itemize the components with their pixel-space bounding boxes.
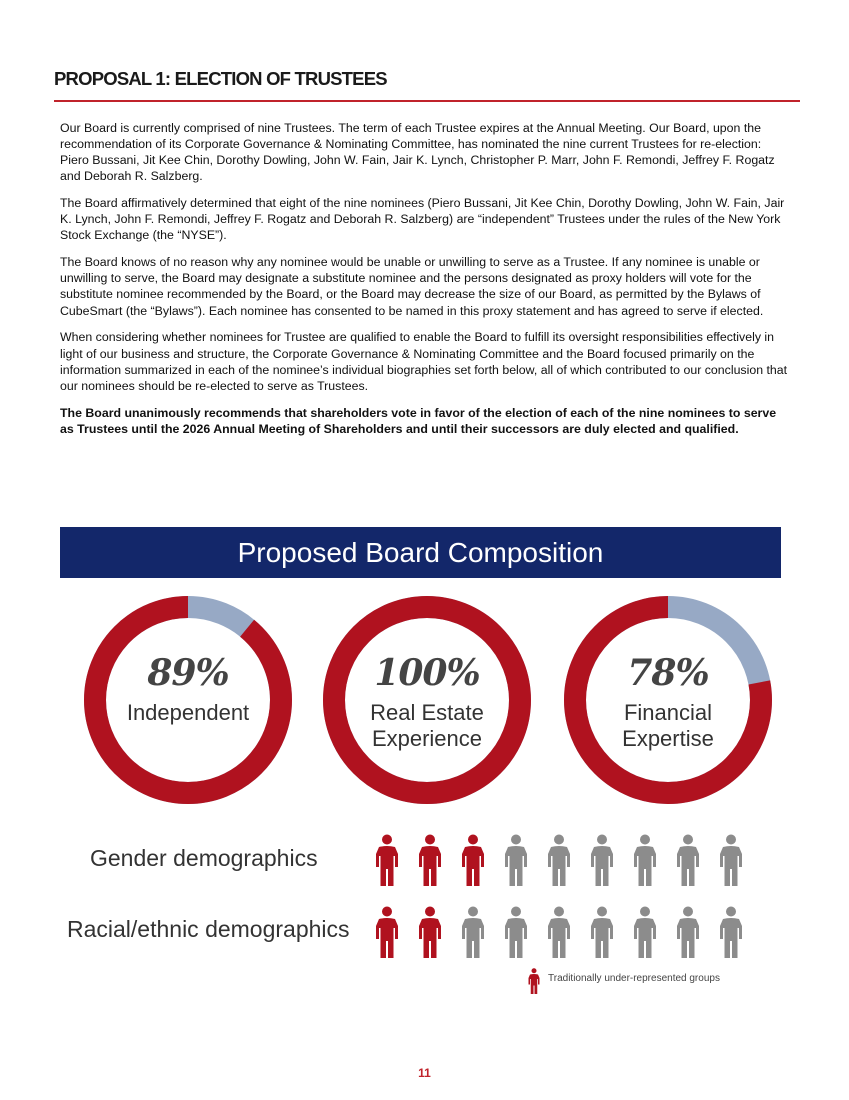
racial-demographics-label: Racial/ethnic demographics <box>67 916 350 942</box>
person-body <box>634 846 656 886</box>
person-icon <box>460 906 486 958</box>
person-icon <box>589 834 615 886</box>
person-body <box>419 918 441 958</box>
person-head <box>425 835 435 845</box>
person-icon <box>718 834 744 886</box>
person-body <box>376 846 398 886</box>
person-head <box>468 835 478 845</box>
paragraph: The Board affirmatively determined that eight of the nine nominees (Piero Bussani, Jit Kee Chin, Dorothy Dowling, John W. Fain, Jair K. Lynch, John F. Remondi, Jeffrey F. Rogatz and Deborah R. Salzberg) are “independent” Trustees under the rules of the New York Stock Exchange (the “NYSE”). <box>60 196 785 243</box>
independent-stat-ring <box>82 594 294 806</box>
person-icon <box>675 906 701 958</box>
person-body <box>462 918 484 958</box>
person-head <box>640 835 650 845</box>
person-head <box>726 835 736 845</box>
highlighted-person-icon <box>417 834 443 886</box>
person-body <box>505 918 527 958</box>
person-head <box>683 907 693 917</box>
person-body <box>591 918 613 958</box>
person-icon <box>675 834 701 886</box>
person-icon <box>526 968 542 994</box>
infographic-banner: Proposed Board Composition <box>60 527 781 578</box>
person-head <box>554 835 564 845</box>
person-head <box>597 835 607 845</box>
person-head <box>468 907 478 917</box>
person-body <box>548 918 570 958</box>
person-body <box>720 846 742 886</box>
highlighted-person-icon <box>417 906 443 958</box>
board-recommendation: The Board unanimously recommends that shareholders vote in favor of the election of each of the nine nominees to serve as Trustees until the 2026 Annual Meeting of Shareholders and until their successors are duly elected and qualified. <box>60 405 777 436</box>
person-head <box>382 907 392 917</box>
person-icon <box>632 834 658 886</box>
title-divider <box>54 100 800 102</box>
real-estate-percent: 100% <box>374 652 480 694</box>
body-text <box>60 120 793 448</box>
person-icon <box>503 834 529 886</box>
person-body <box>529 974 540 994</box>
person-head <box>382 835 392 845</box>
person-icon <box>632 906 658 958</box>
paragraph: The Board knows of no reason why any nominee would be unable or unwilling to serve as a Trustee. If any nominee is unable or unwilling to serve, the Board may designate a substitute nominee and the persons designated as proxy holders will vote for the substitute nominee recommended by the Board, or the Board may decrease the size of our Board, as permitted by the Bylaws of CubeSmart (the “Bylaws”). Each nominee has consented to be named in this proxy statement and has agreed to serve if elected. <box>60 255 764 318</box>
page-number: 11 <box>418 1066 431 1080</box>
person-head <box>726 907 736 917</box>
person-body <box>677 918 699 958</box>
person-body <box>376 918 398 958</box>
person-body <box>677 846 699 886</box>
person-icon <box>546 834 572 886</box>
person-head <box>532 968 537 973</box>
person-head <box>640 907 650 917</box>
highlighted-person-icon <box>460 834 486 886</box>
person-body <box>419 846 441 886</box>
person-head <box>511 907 521 917</box>
highlighted-person-icon <box>374 834 400 886</box>
person-body <box>591 846 613 886</box>
paragraph: When considering whether nominees for Trustee are qualified to enable the Board to fulfill its oversight responsibilities effectively in light of our business and structure, the Corporate Governance & Nominating Committee and the Board focused primarily on the information summarized in each of the nominee’s individual biographies set forth below, all of which contributed to our conclusion that our nominees should be re-elected to serve as Trustees. <box>60 330 788 393</box>
page-title: PROPOSAL 1: ELECTION OF TRUSTEES <box>54 68 387 89</box>
person-body <box>548 846 570 886</box>
person-head <box>425 907 435 917</box>
real-estate-stat-ring <box>321 594 533 806</box>
real-estate-label: Real Estate Experience <box>370 700 484 751</box>
financial-stat-ring <box>562 594 774 806</box>
person-head <box>554 907 564 917</box>
person-head <box>511 835 521 845</box>
financial-label: Financial Expertise <box>622 700 714 751</box>
person-body <box>462 846 484 886</box>
independent-label: Independent <box>126 700 250 725</box>
person-head <box>597 907 607 917</box>
gender-demographics-label: Gender demographics <box>90 845 318 871</box>
person-body <box>720 918 742 958</box>
independent-percent: 89% <box>147 652 229 694</box>
financial-percent: 78% <box>627 652 709 694</box>
highlighted-person-icon <box>374 906 400 958</box>
legend-label: Traditionally under-represented groups <box>548 973 720 984</box>
person-body <box>505 846 527 886</box>
person-icon <box>503 906 529 958</box>
person-icon <box>546 906 572 958</box>
paragraph: Our Board is currently comprised of nine Trustees. The term of each Trustee expires at the Annual Meeting. Our Board, upon the recommendation of its Corporate Governance & Nominating Committee, has nominated the nine current Trustees for re-election: Piero Bussani, Jit Kee Chin, Dorothy Dowling, John W. Fain, Jair K. Lynch, Christopher P. Marr, John F. Remondi, Jeffrey F. Rogatz and Deborah R. Salzberg. <box>60 121 775 184</box>
person-icon <box>718 906 744 958</box>
person-head <box>683 835 693 845</box>
person-icon <box>589 906 615 958</box>
person-body <box>634 918 656 958</box>
